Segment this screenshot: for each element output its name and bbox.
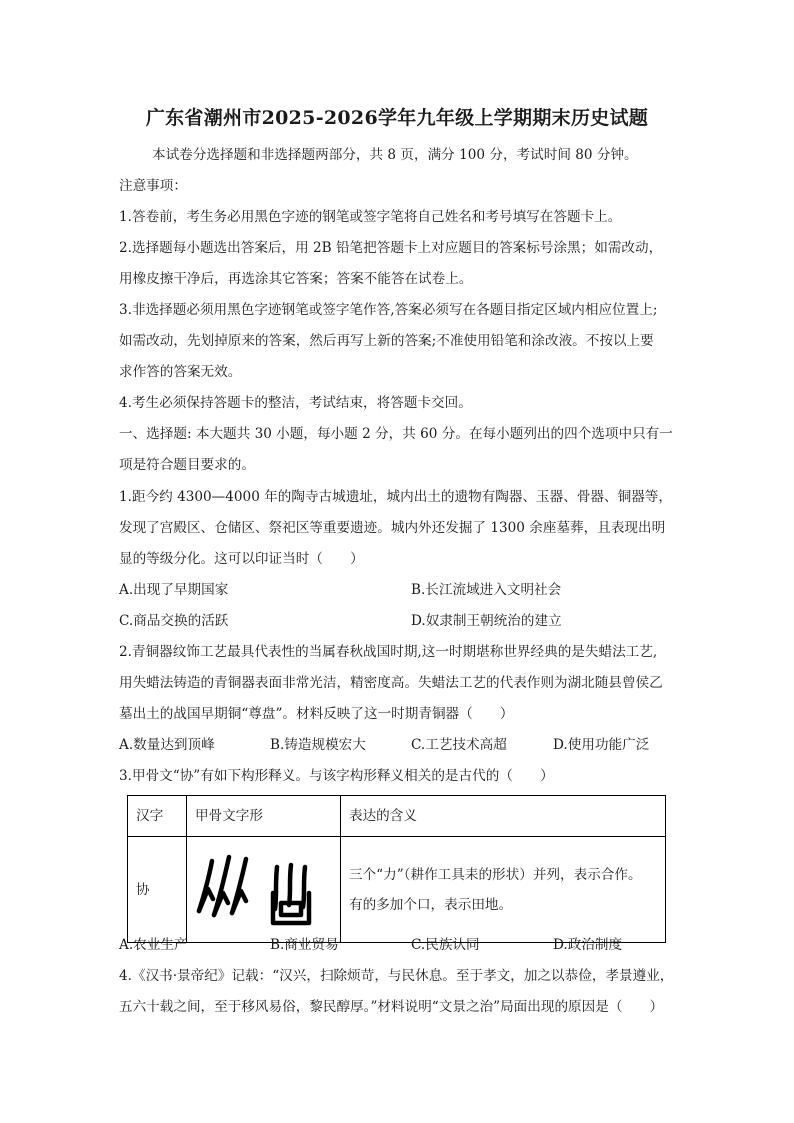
q4-stem: 五六十载之间，至于移风易俗，黎民醇厚。”材料说明“文景之治”局面出现的原因是（ ） — [119, 999, 664, 1015]
q3-table-header-row — [128, 796, 666, 837]
q3-meaning-line: 三个“力”（耕作工具耒的形状）并列，表示合作。 — [349, 866, 642, 883]
exam-intro: 本试卷分选择题和非选择题两部分，共 8 页，满分 100 分，考试时间 80 分钟。 — [152, 147, 638, 163]
q3-table-row — [128, 837, 666, 943]
section-heading: 一、选择题: 本大题共 30 小题，每小题 2 分，共 60 分。在每小题列出的四个选项中只有一 — [119, 426, 673, 442]
q1-option-d: D.奴隶制王朝统治的建立 — [411, 613, 562, 629]
q2-option-c: C.工艺技术高超 — [411, 737, 507, 753]
q1-stem: 显的等级分化。这可以印证当时（ ） — [119, 551, 364, 567]
q2-option-a: A.数量达到顶峰 — [119, 737, 215, 753]
q2-option-b: B.铸造规模宏大 — [270, 737, 366, 753]
q1-option-c: C.商品交换的活跃 — [119, 613, 229, 629]
q3-cell-meaning — [341, 837, 666, 943]
q3-meaning-line: 有的多加个口，表示田地。 — [349, 896, 513, 913]
section-heading: 项是符合题目要求的。 — [119, 457, 255, 473]
q3-cell-glyph — [187, 837, 341, 943]
q3-option-d: D.政治制度 — [553, 937, 623, 953]
notice-heading: 注意事项： — [119, 178, 187, 194]
notice-line: 如需改动，先划掉原来的答案，然后再写上新的答案;不准使用铅笔和涂改液。不按以上要 — [119, 333, 654, 349]
q2-stem: 2.青铜器纹饰工艺最具代表性的当属春秋战国时期,这一时期堪称世界经典的是失蜡法工艺, — [119, 644, 658, 660]
notice-line: 用橡皮擦干净后，再选涂其它答案；答案不能答在试卷上。 — [119, 271, 473, 287]
page-title: 广东省潮州市2025-2026学年九年级上学期期末历史试题 — [145, 107, 649, 129]
q3-option-a: A.农业生产 — [119, 937, 188, 953]
q4-stem: 4.《汉书·景帝纪》记载：“汉兴，扫除烦苛，与民休息。至于孝文，加之以恭俭，孝景遵业， — [119, 968, 674, 984]
notice-line: 4.考生必须保持答题卡的整洁，考试结束，将答题卡交回。 — [119, 395, 472, 411]
q3-cell-char: 协 — [128, 837, 187, 943]
q2-stem: 墓出土的战国早期铜“尊盘”。材料反映了这一时期青铜器（ ） — [119, 706, 514, 722]
notice-line: 1.答卷前，考生务必用黑色字迹的钢笔或签字笔将自己姓名和考号填写在答题卡上。 — [119, 209, 622, 225]
notice-line: 3.非选择题必须用黑色字迹钢笔或签字笔作答,答案必须写在各题目指定区域内相应位置上; — [119, 302, 658, 318]
q2-stem: 用失蜡法铸造的青铜器表面非常光洁，精密度高。失蜡法工艺的代表作则为湖北随县曾侯乙 — [119, 675, 663, 691]
q1-stem: 1.距今约 4300—4000 年的陶寺古城遗址，城内出土的遗物有陶器、玉器、骨器、铜器等， — [119, 489, 672, 505]
q1-option-b: B.长江流域进入文明社会 — [411, 582, 562, 598]
q3-header-char: 汉字 — [128, 796, 187, 837]
oracle-bone-xie-glyph — [187, 837, 337, 931]
q3-header-meaning: 表达的含义 — [341, 796, 666, 837]
q3-option-b: B.商业贸易 — [270, 937, 339, 953]
q1-stem: 发现了宫殿区、仓储区、祭祀区等重要遗迹。城内外还发掘了 1300 余座墓葬，且表现出明 — [119, 520, 666, 536]
q3-header-glyph: 甲骨文字形 — [187, 796, 341, 837]
q1-option-a: A.出现了早期国家 — [119, 582, 229, 598]
notice-line: 求作答的答案无效。 — [119, 364, 242, 380]
notice-line: 2.选择题每小题选出答案后，用 2B 铅笔把答题卡上对应题目的答案标号涂黑；如需改动， — [119, 240, 663, 256]
q3-stem: 3.甲骨文“协”有如下构形释义。与该字构形释义相关的是古代的（ ） — [119, 768, 554, 784]
q3-table — [127, 795, 666, 943]
q3-option-c: C.民族认同 — [411, 937, 480, 953]
q2-option-d: D.使用功能广泛 — [553, 737, 650, 753]
